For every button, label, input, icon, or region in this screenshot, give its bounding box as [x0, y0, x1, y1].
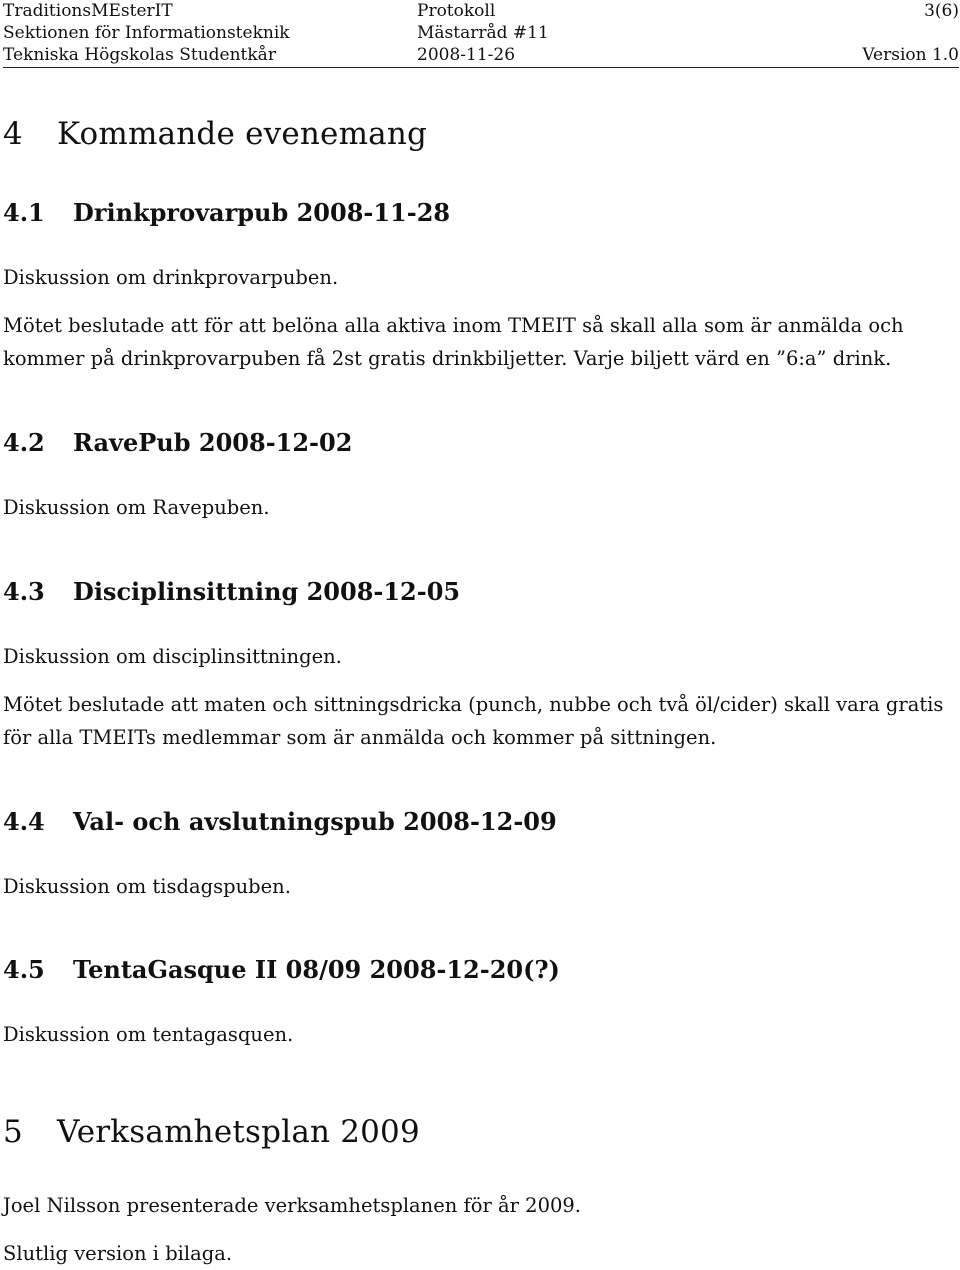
subsection-number: 4.3 — [3, 577, 45, 606]
header-section: Sektionen för Informationsteknik — [3, 23, 290, 43]
header-row-3 — [3, 44, 959, 66]
header-date: 2008-11-26 — [417, 45, 516, 65]
header-row-1 — [3, 0, 959, 22]
header-row-2 — [3, 22, 959, 44]
subsection-heading — [3, 807, 959, 837]
subsection-number: 4.5 — [3, 955, 45, 984]
subsection-title-text: TentaGasque II 08/09 2008-12-20(?) — [73, 955, 560, 984]
subsection-title-text: RavePub 2008-12-02 — [73, 428, 353, 457]
subsection-title — [3, 955, 959, 985]
subsection-heading — [3, 198, 959, 228]
header-meeting: Mästarråd #11 — [417, 23, 549, 43]
section-title-text: Verksamhetsplan 2009 — [57, 1114, 420, 1150]
section-heading — [3, 116, 959, 152]
subsection-title — [3, 198, 959, 228]
paragraph — [3, 1189, 959, 1222]
paragraph — [3, 309, 959, 375]
header-rule — [3, 67, 959, 68]
paragraph-text: Slutlig version i bilaga. — [3, 1242, 233, 1265]
subsection-heading — [3, 577, 959, 607]
paragraph-text: Diskussion om drinkprovarpuben. — [3, 266, 339, 289]
header-page-number: 3(6) — [924, 1, 959, 21]
header-doc-type: Protokoll — [417, 1, 496, 21]
paragraph-line: för alla TMEITs medlemmar som är anmälda och kommer på sittningen. — [3, 726, 717, 749]
section-title — [3, 1114, 959, 1150]
paragraph — [3, 1018, 959, 1051]
header-version: Version 1.0 — [862, 45, 959, 65]
paragraph — [3, 1237, 959, 1270]
subsection-title — [3, 807, 959, 837]
subsection-title — [3, 428, 959, 458]
section-number: 5 — [3, 1114, 23, 1150]
subsection-number: 4.2 — [3, 428, 45, 457]
paragraph-text: Diskussion om tisdagspuben. — [3, 875, 291, 898]
subsection-title-text: Disciplinsittning 2008-12-05 — [73, 577, 461, 606]
section-heading — [3, 1114, 959, 1150]
subsection-heading — [3, 955, 959, 985]
paragraph — [3, 688, 959, 754]
paragraph — [3, 261, 959, 294]
section-number: 4 — [3, 116, 23, 152]
paragraph-text: Diskussion om Ravepuben. — [3, 496, 270, 519]
paragraph-line: kommer på drinkprovarpuben få 2st gratis drinkbiljetter. Varje biljett värd en ”6:a” drink. — [3, 347, 892, 370]
subsection-title-text: Drinkprovarpub 2008-11-28 — [73, 198, 451, 227]
section-title-text: Kommande evenemang — [57, 116, 428, 152]
subsection-number: 4.1 — [3, 198, 45, 227]
header-union: Tekniska Högskolas Studentkår — [3, 45, 276, 65]
paragraph-text: Joel Nilsson presenterade verksamhetsplanen för år 2009. — [3, 1194, 581, 1217]
paragraph — [3, 491, 959, 524]
subsection-title-text: Val- och avslutningspub 2008-12-09 — [73, 807, 557, 836]
section-title — [3, 116, 959, 152]
paragraph-text: Diskussion om tentagasquen. — [3, 1023, 294, 1046]
paragraph — [3, 870, 959, 903]
subsection-title — [3, 577, 959, 607]
paragraph — [3, 640, 959, 673]
header-organization: TraditionsMEsterIT — [3, 1, 173, 21]
page-header — [3, 0, 959, 66]
subsection-heading — [3, 428, 959, 458]
paragraph-line: Mötet beslutade att för att belöna alla aktiva inom TMEIT så skall alla som är anmälda och — [3, 314, 904, 337]
paragraph-text: Diskussion om disciplinsittningen. — [3, 645, 342, 668]
paragraph-line: Mötet beslutade att maten och sittningsdricka (punch, nubbe och två öl/cider) skall vara gratis — [3, 693, 944, 716]
subsection-number: 4.4 — [3, 807, 45, 836]
